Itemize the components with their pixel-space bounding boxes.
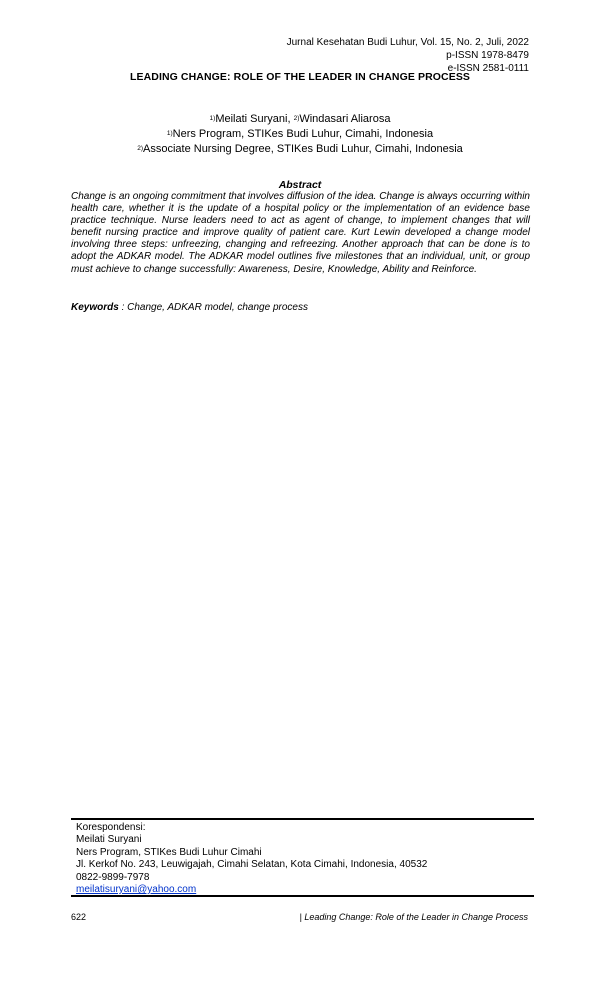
page-number: 622 (71, 912, 87, 922)
paper-title: LEADING CHANGE: ROLE OF THE LEADER IN CHANGE PROCESS (129, 71, 471, 83)
author2-marker: 2) (293, 115, 300, 122)
author1-marker: 1) (209, 115, 216, 122)
abstract-text: Change is an ongoing commitment that involves diffusion of the idea. Change is always occurring within health care, whether it is the update of a hospital policy or the implementation of an evidence base practice technique. Nurse leaders need to act as agent of change, to implement changes that will benefit nursing practice and improve quality of patient care. Kurt Lewin developed a change model involving three steps: unfreezing, changing and refreezing. Another approach that can be done is to adopt the ADKAR model. The ADKAR model outlines five milestones that an individual, unit, or group must achieve to change successfully: Awareness, Desire, Knowledge, Ability and Reinforce. (71, 191, 530, 275)
author-line (0, 112, 600, 127)
print-issn: p-ISSN 1978-8479 (446, 50, 529, 61)
abstract-heading: Abstract (278, 179, 322, 191)
affiliation-1-text: Ners Program, STIKes Budi Luhur, Cimahi, Indonesia (172, 128, 434, 140)
affiliation-1 (0, 127, 600, 142)
running-title: | Leading Change: Role of the Leader in Change Process (299, 912, 528, 922)
affiliation-2-marker: 2) (137, 145, 143, 152)
author-block (0, 112, 600, 157)
affiliation-1-marker: 1) (166, 130, 173, 137)
correspondence-bottom-rule (71, 895, 534, 897)
keywords-line (71, 302, 308, 313)
affiliation-2 (0, 142, 600, 157)
electronic-issn: e-ISSN 2581-0111 (447, 63, 529, 74)
correspondence-institution: Ners Program, STIKes Budi Luhur Cimahi (76, 846, 262, 858)
correspondence-block (76, 822, 427, 896)
keywords-text: : Change, ADKAR model, change process (118, 302, 308, 313)
correspondence-email-link[interactable]: meilatisuryani@yahoo.com (76, 884, 197, 896)
author1-name: Meilati Suryani, (215, 113, 294, 125)
correspondence-top-rule (71, 818, 534, 820)
keywords-label: Keywords (71, 302, 119, 313)
journal-header (287, 36, 529, 75)
correspondence-address: Jl. Kerkof No. 243, Leuwigajah, Cimahi Selatan, Kota Cimahi, Indonesia, 40532 (76, 859, 428, 871)
affiliation-2-text: Associate Nursing Degree, STIKes Budi Luhur, Cimahi, Indonesia (143, 143, 463, 155)
author2-name: Windasari Aliarosa (299, 113, 391, 125)
correspondence-name: Meilati Suryani (76, 834, 142, 846)
correspondence-label: Korespondensi: (76, 822, 146, 833)
correspondence-phone: 0822-9899-7978 (76, 871, 150, 883)
journal-citation: Jurnal Kesehatan Budi Luhur, Vol. 15, No. 2, Juli, 2022 (286, 37, 529, 48)
